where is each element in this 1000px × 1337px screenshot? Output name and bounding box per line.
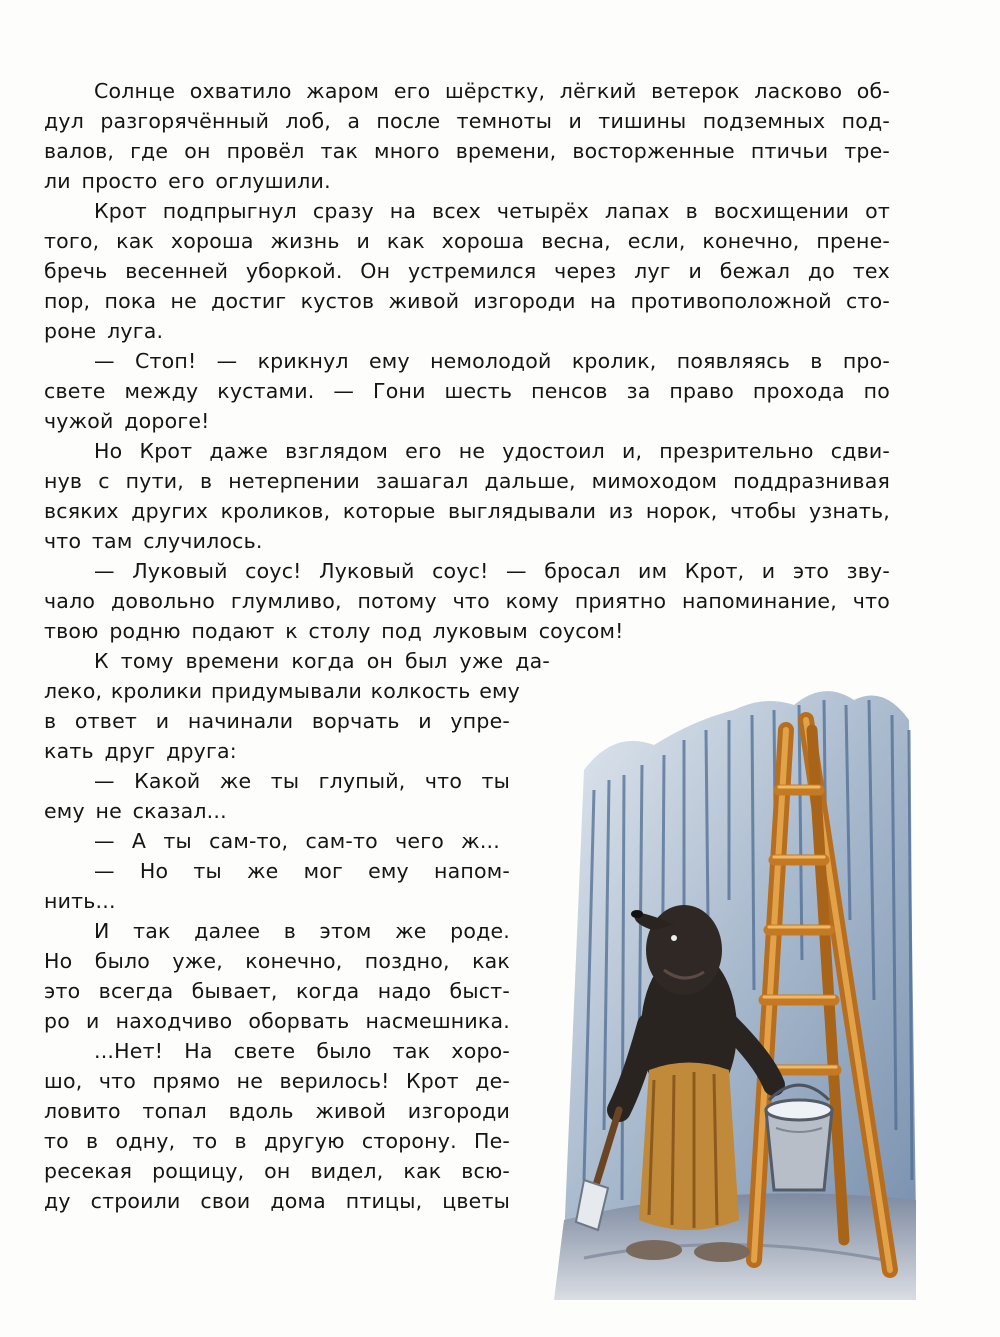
text-line: ...Нет! На свете было так хоро- [94,1039,510,1063]
text-line: ду строили свои дома птицы, цветы [44,1189,510,1213]
text-line: Солнце охватило жаром его шёрстку, лёгкий ветерок ласково об- [94,79,890,103]
text-line: К тому времени когда он был уже да- [94,649,550,673]
text-line: леко, кролики придумывали колкость ему [44,679,520,703]
text-line: в ответ и начинали ворчать и упре- [44,709,510,733]
text-line: ли просто его оглушили. [44,169,331,193]
text-line: Крот подпрыгнул сразу на всех четырёх лапах в восхищении от [94,199,890,223]
text-line: И так далее в этом же роде. [94,919,510,943]
text-line: всяких других кроликов, которые выглядывали из норок, чтобы узнать, [44,499,890,523]
text-line: твою родню подают к столу под луковым соусом! [44,619,624,643]
text-line: чужой дороге! [44,409,210,433]
text-line: роне луга. [44,319,164,343]
text-line: дул разгорячённый лоб, а после темноты и тишины подземных под- [44,109,890,133]
text-line: ресекая рощицу, он видел, как всю- [44,1159,510,1183]
text-line: того, как хороша жизнь и как хороша весна, если, конечно, прене- [44,229,890,253]
text-line: то в одну, то в другую сторону. Пе- [44,1129,510,1153]
text-line: — А ты сам-то, сам-то чего ж... [94,829,500,853]
text-line: чало довольно глумливо, потому что кому приятно напоминание, что [44,589,890,613]
text-line: ему не сказал... [44,799,227,823]
mole-illustration [524,660,922,1300]
text-line: нить... [44,889,116,913]
text-line: валов, где он провёл так много времени, восторженные птичьи тре- [44,139,890,163]
text-line: шо, что прямо не верилось! Крот де- [44,1069,510,1093]
text-line: это всегда бывает, когда надо быст- [44,979,510,1003]
text-line: — Луковый соус! Луковый соус! — бросал им Крот, и это зву- [94,559,890,583]
text-line: — Стоп! — крикнул ему немолодой кролик, появляясь в про- [94,349,890,373]
text-line: что там случилось. [44,529,263,553]
text-line: бречь весенней уборкой. Он устремился через луг и бежал до тех [44,259,890,283]
text-line: свете между кустами. — Гони шесть пенсов за право прохода по [44,379,890,403]
text-line: — Но ты же мог ему напом- [94,859,510,883]
text-line: пор, пока не достиг кустов живой изгороди на противоположной сто- [44,289,890,313]
text-line: ро и находчиво оборвать насмешника. [44,1009,510,1033]
text-line: — Какой же ты глупый, что ты [94,769,510,793]
text-line: Но было уже, конечно, поздно, как [44,949,510,973]
text-line: кать друг друга: [44,739,237,763]
text-line: нув с пути, в нетерпении зашагал дальше, мимоходом поддразнивая [44,469,890,493]
text-line: Но Крот даже взглядом его не удостоил и, презрительно сдви- [94,439,890,463]
text-line: ловито топал вдоль живой изгороди [44,1099,510,1123]
